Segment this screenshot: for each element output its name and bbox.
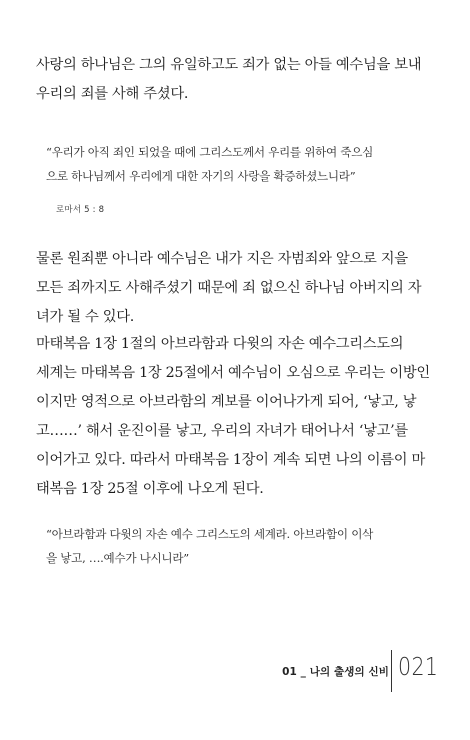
quote-line: “우리가 아직 죄인 되었을 때에 그리스도께서 우리를 위하여 죽으심 [46,145,374,159]
paragraph-forgiveness [36,245,438,332]
paragraph-line: 모든 죄까지도 사해주셨기 때문에 죄 없으신 하나님 아버지의 자 [36,280,422,296]
page-number: 021 [398,652,439,681]
quote-line: 을 낳고, ….예수가 나시니라” [46,551,189,565]
paragraph-line: 이어가고 있다. 따라서 마태복음 1장이 계속 되면 나의 이름이 마 [36,452,426,468]
quote-matthew [46,522,373,570]
paragraph-line: 태복음 1장 25절 이후에 나오게 된다. [36,481,264,497]
footer-divider [391,650,392,692]
quote-romans [46,140,373,188]
chapter-title: 01 _ 나의 출생의 신비 [282,666,389,678]
quote-line: “아브라함과 다윗의 자손 예수 그리스도의 세계라. 아브라함이 이삭 [46,527,374,541]
paragraph-line: 사랑의 하나님은 그의 유일하고도 죄가 없는 아들 예수님을 보내 [36,57,422,73]
paragraph-line: 고……’ 해서 운진이를 낳고, 우리의 자녀가 태어나서 ‘낳고’를 [36,423,408,439]
paragraph-genealogy [36,330,438,504]
paragraph-line: 세계는 마태복음 1장 25절에서 예수님이 오심으로 우리는 이방인 [36,365,430,381]
paragraph-love-of-god [36,51,438,109]
paragraph-line: 물론 원죄뿐 아니라 예수님은 내가 지은 자범죄와 앞으로 지을 [36,251,408,267]
paragraph-line: 우리의 죄를 사해 주셨다. [36,86,189,102]
paragraph-line: 이지만 영적으로 아브라함의 계보를 이어나가게 되어, ‘낳고, 낳 [36,394,417,410]
paragraph-line: 마태복음 1장 1절의 아브라함과 다윗의 자손 예수그리스도의 [36,336,404,352]
quote-line: 으로 하나님께서 우리에게 대한 자기의 사랑을 확증하셨느니라” [46,169,356,183]
scripture-reference: 로마서 5 : 8 [56,205,105,215]
paragraph-line: 녀가 될 수 있다. [36,309,135,325]
